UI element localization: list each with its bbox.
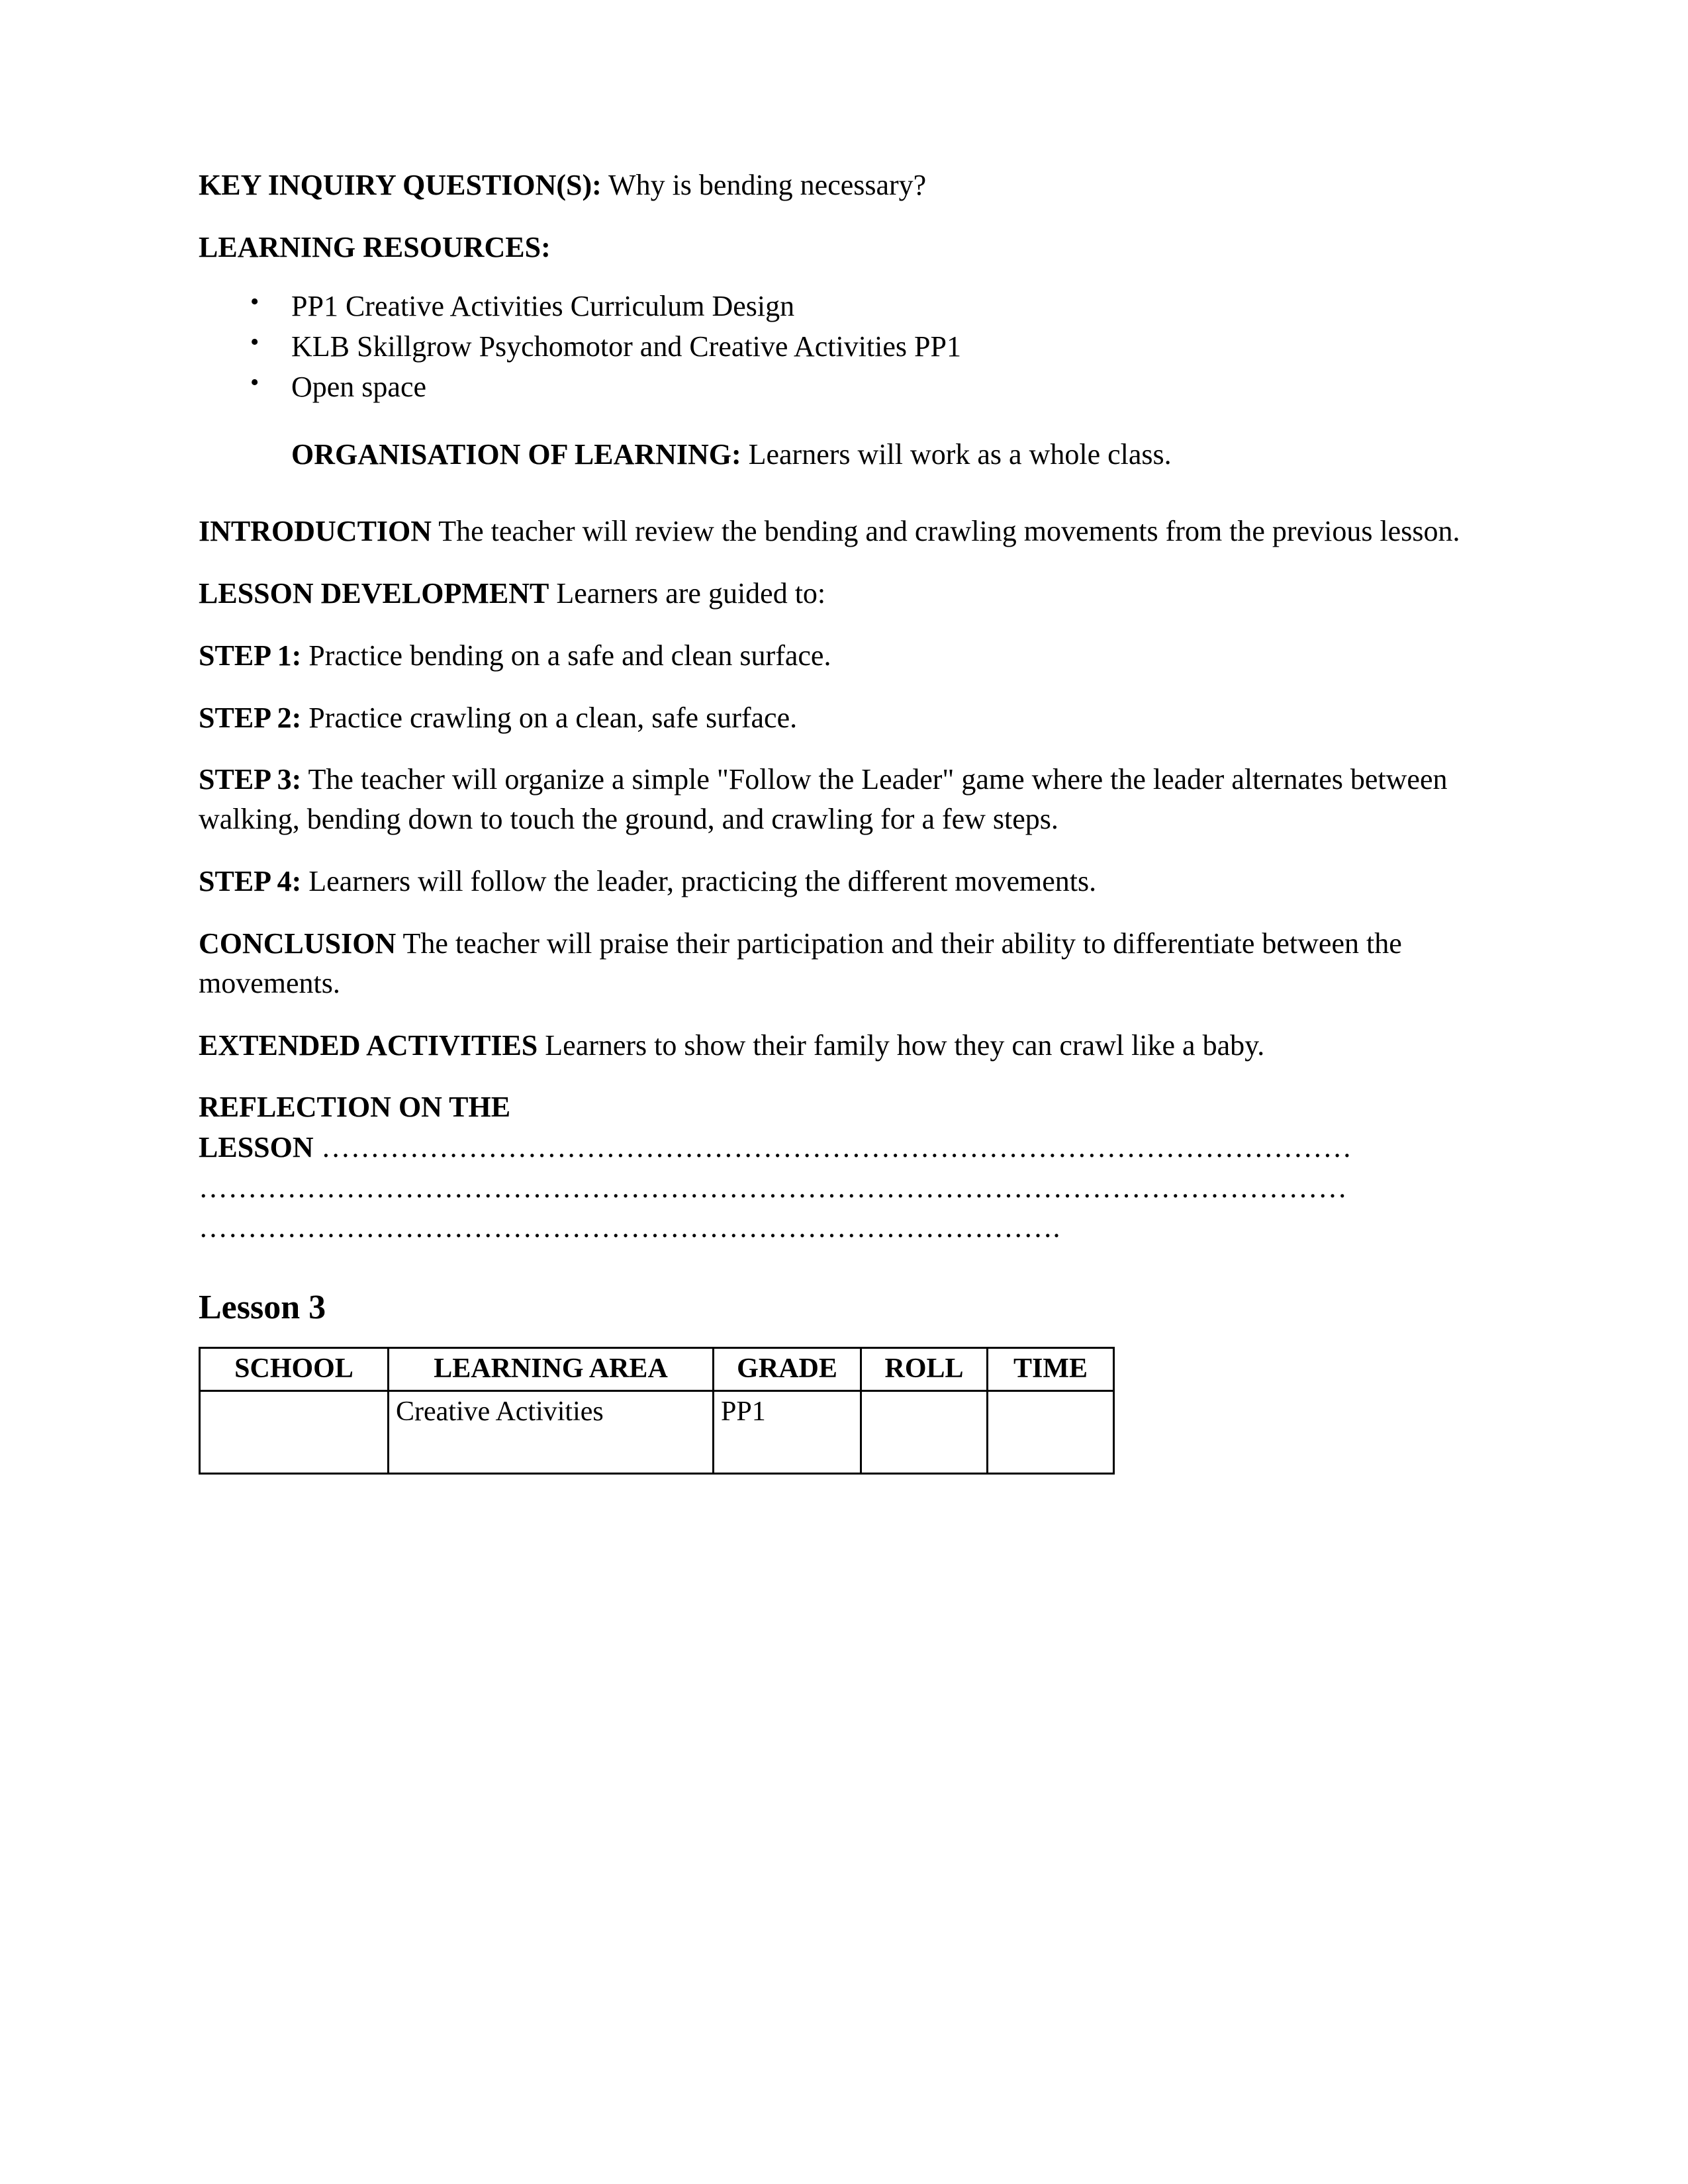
key-inquiry-text: Why is bending necessary?	[601, 169, 927, 201]
conclusion-text: The teacher will praise their participation and their ability to differentiate between the movements.	[199, 927, 1402, 999]
conclusion-paragraph	[199, 924, 1489, 1003]
reflection-line-2	[199, 1128, 1489, 1168]
resource-text: KLB Skillgrow Psychomotor and Creative Activities PP1	[291, 330, 961, 363]
reflection-label-line1: REFLECTION ON THE	[199, 1091, 511, 1124]
organisation-text: Learners will work as a whole class.	[741, 438, 1172, 471]
step-3-label: STEP 3:	[199, 763, 302, 796]
introduction-paragraph	[199, 512, 1489, 551]
table-header	[200, 1348, 1114, 1391]
list-item	[199, 368, 1489, 406]
organisation-of-learning-paragraph	[291, 435, 1476, 475]
learning-resources-heading	[199, 228, 1489, 267]
resource-text: PP1 Creative Activities Curriculum Design	[291, 289, 795, 322]
step-2-paragraph	[199, 698, 1489, 738]
spacer	[199, 475, 1489, 512]
cell-time	[988, 1390, 1114, 1473]
step-4-text: Learners will follow the leader, practicing the different movements.	[301, 865, 1097, 898]
lesson-development-text: Learners are guided to:	[549, 576, 826, 610]
reflection-label-line2: LESSON	[199, 1131, 314, 1164]
learning-resources-label: LEARNING RESOURCES:	[199, 230, 551, 263]
reflection-line-1	[199, 1087, 1489, 1128]
organisation-label: ORGANISATION OF LEARNING:	[291, 438, 741, 471]
step-3-text: The teacher will organize a simple "Follow the Leader" game where the leader alternates between walking, bending down to touch the ground, and crawling for a few steps.	[199, 763, 1448, 836]
table-body	[200, 1390, 1114, 1473]
list-item	[199, 287, 1489, 325]
step-1-text: Practice bending on a safe and clean surface.	[301, 639, 831, 672]
table-header-row	[200, 1348, 1114, 1391]
header-time: TIME	[988, 1348, 1114, 1391]
list-item	[199, 328, 1489, 365]
extended-activities-paragraph	[199, 1026, 1489, 1066]
key-inquiry-label: KEY INQUIRY QUESTION(S):	[199, 169, 602, 201]
lesson-development-label: LESSON DEVELOPMENT	[199, 576, 549, 610]
reflection-dots-2: ………………………………………………………………………………………………………	[199, 1171, 1348, 1204]
step-4-label: STEP 4:	[199, 865, 302, 898]
header-learning-area: LEARNING AREA	[389, 1348, 714, 1391]
step-2-text: Practice crawling on a clean, safe surface.	[301, 701, 798, 734]
learning-resources-list	[199, 287, 1489, 406]
table-row	[200, 1390, 1114, 1473]
reflection-dots-3: …………………………………………………………………………….	[199, 1211, 1060, 1244]
lesson-heading: Lesson 3	[199, 1289, 326, 1327]
lesson-info-table	[199, 1347, 1115, 1475]
step-1-paragraph	[199, 636, 1489, 676]
step-4-paragraph	[199, 862, 1489, 901]
header-school: SCHOOL	[200, 1348, 389, 1391]
cell-roll	[861, 1390, 988, 1473]
reflection-dots-1: ……………………………………………………………………………………………	[313, 1131, 1352, 1164]
header-roll: ROLL	[861, 1348, 988, 1391]
lesson-development-paragraph	[199, 574, 1489, 614]
reflection-block	[199, 1087, 1489, 1248]
step-3-paragraph	[199, 760, 1489, 839]
introduction-text: The teacher will review the bending and crawling movements from the previous lesson.	[432, 515, 1460, 548]
step-1-label: STEP 1:	[199, 639, 302, 672]
key-inquiry-paragraph	[199, 165, 1489, 205]
header-grade: GRADE	[714, 1348, 861, 1391]
introduction-label: INTRODUCTION	[199, 515, 432, 548]
conclusion-label: CONCLUSION	[199, 927, 397, 960]
extended-activities-label: EXTENDED ACTIVITIES	[199, 1028, 538, 1062]
cell-grade: PP1	[714, 1390, 861, 1473]
resource-text: Open space	[291, 371, 427, 404]
cell-school	[200, 1390, 389, 1473]
step-2-label: STEP 2:	[199, 701, 302, 734]
cell-learning-area: Creative Activities	[389, 1390, 714, 1473]
extended-activities-text: Learners to show their family how they can crawl like a baby.	[538, 1028, 1265, 1062]
